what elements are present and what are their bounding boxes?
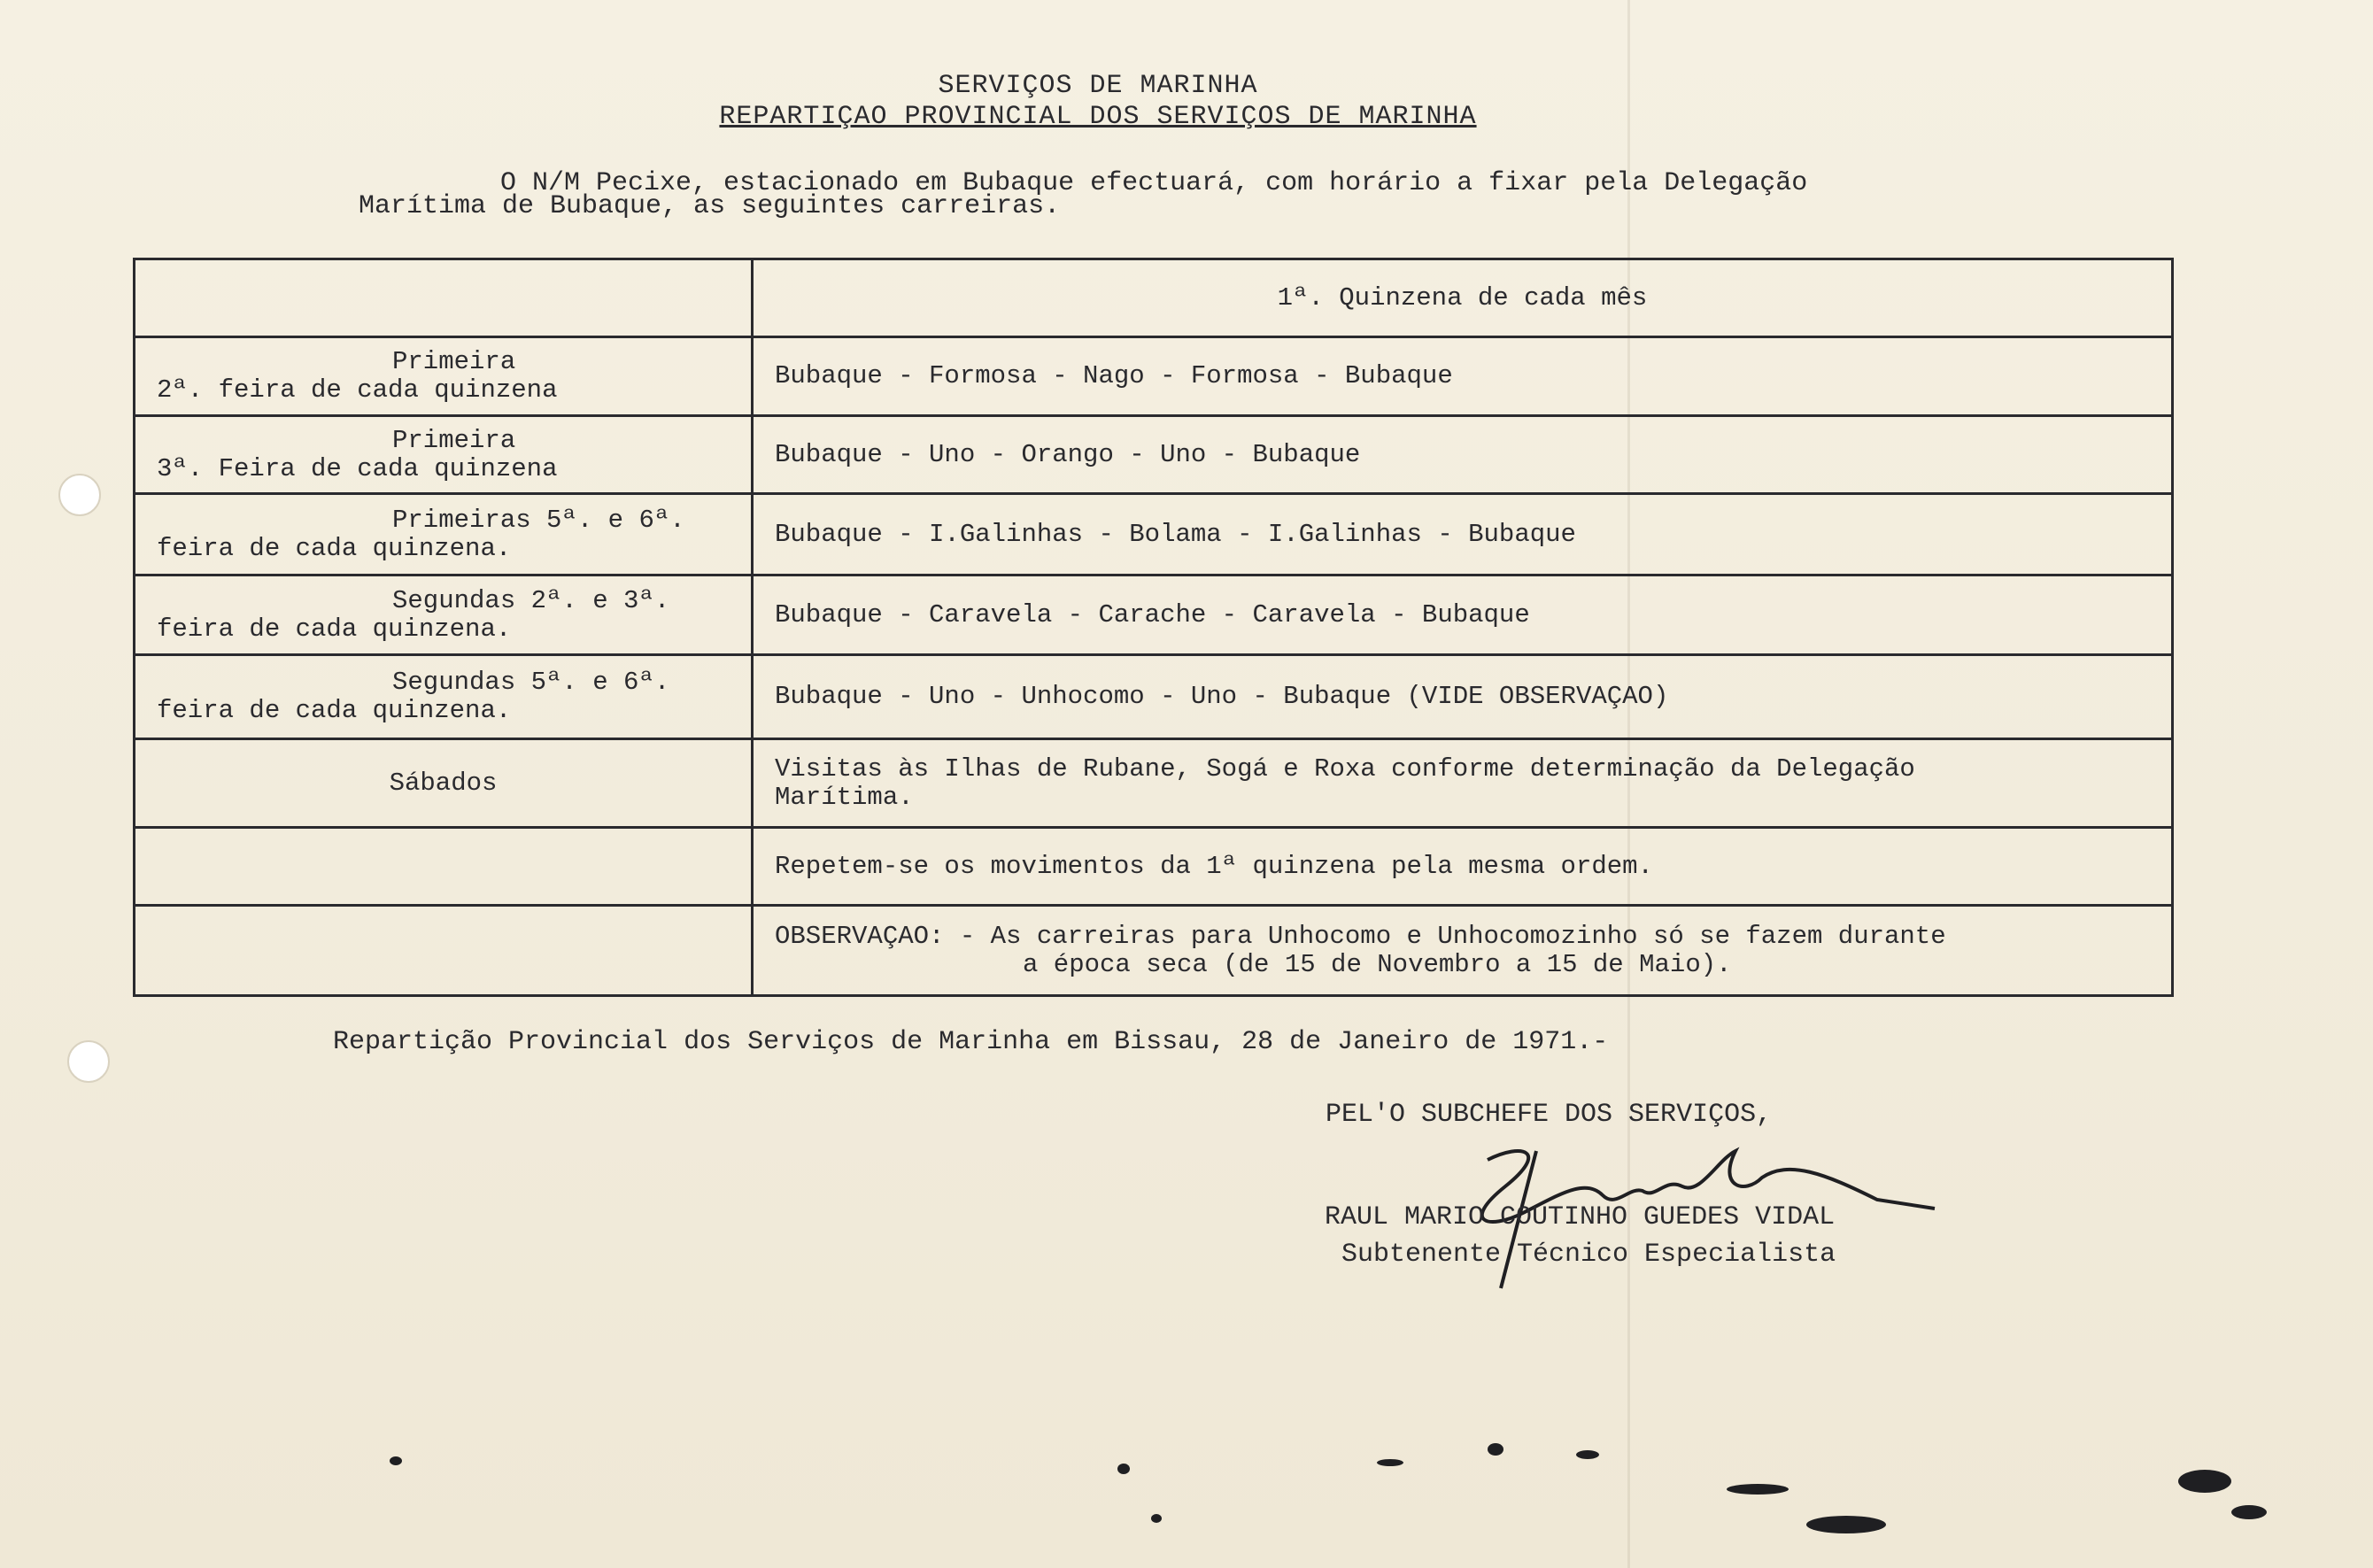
empty-cell (135, 828, 753, 906)
place-date: Repartição Provincial dos Serviços de Marinha em Bissau, 28 de Janeiro de 1971.- (333, 1027, 1609, 1057)
table-row (135, 494, 2173, 575)
ink-speck (1576, 1450, 1599, 1459)
saturday-route-line-1: Visitas às Ilhas de Rubane, Sogá e Roxa conforme determinação da Delegação (775, 753, 1915, 784)
day-line-1: Primeira (392, 347, 516, 376)
ink-speck (2231, 1505, 2267, 1519)
empty-cell (135, 906, 753, 996)
table-row (135, 655, 2173, 739)
route-cell: Bubaque - I.Galinhas - Bolama - I.Galinhas - Bubaque (753, 494, 2173, 575)
day-line-2: feira de cada quinzena. (157, 696, 512, 725)
day-cell (135, 494, 753, 575)
table-row (135, 906, 2173, 996)
table-row (135, 575, 2173, 655)
table-row (135, 416, 2173, 494)
day-cell (135, 416, 753, 494)
header-subtitle: REPARTIÇAO PROVINCIAL DOS SERVIÇOS DE MARINHA (719, 102, 1477, 132)
ink-speck (2178, 1470, 2231, 1493)
ink-speck (1117, 1464, 1130, 1474)
punch-hole (58, 474, 101, 516)
intro-line-1: O N/M Pecixe, estacionado em Bubaque efectuará, com horário a fixar pela Delegação (500, 168, 1808, 198)
day-line-1: Primeira (392, 425, 516, 455)
route-cell: Bubaque - Uno - Orango - Uno - Bubaque (753, 416, 2173, 494)
ink-speck (1806, 1516, 1886, 1533)
header-title: SERVIÇOS DE MARINHA (938, 71, 1258, 101)
schedule-table (133, 258, 2174, 997)
day-line-1: Segundas 5ª. e 6ª. (392, 668, 670, 697)
punch-hole (67, 1040, 110, 1083)
intro-line-2: Marítima de Bubaque, as seguintes carreiras. (359, 191, 1061, 221)
day-line-2: 3ª. Feira de cada quinzena (157, 453, 558, 483)
day-line-2: 2ª. feira de cada quinzena (157, 375, 558, 405)
observation-line-1: OBSERVAÇAO: - As carreiras para Unhocomo e Unhocomozinho só se fazem durante (775, 921, 1946, 951)
route-cell: Bubaque - Formosa - Nago - Formosa - Bubaque (753, 337, 2173, 416)
table-header-row (135, 259, 2173, 337)
ink-speck (1727, 1484, 1789, 1495)
ink-speck (1488, 1443, 1503, 1456)
saturday-route-line-2: Marítima. (775, 782, 914, 812)
day-line-1: Segundas 2ª. e 3ª. (392, 585, 670, 615)
table-row (135, 828, 2173, 906)
signer-name: RAUL MARIO COUTINHO GUEDES VIDAL (1325, 1202, 1836, 1232)
saturday-cell: Sábados (135, 739, 753, 828)
day-cell (135, 575, 753, 655)
route-cell: Bubaque - Uno - Unhocomo - Uno - Bubaque (VIDE OBSERVAÇAO) (753, 655, 2173, 739)
day-line-1: Primeiras 5ª. e 6ª. (392, 505, 685, 535)
route-cell (753, 739, 2173, 828)
on-behalf-line: PEL'O SUBCHEFE DOS SERVIÇOS, (1326, 1100, 1773, 1130)
repeat-note: Repetem-se os movimentos da 1ª quinzena pela mesma ordem. (753, 828, 2173, 906)
observation-cell (753, 906, 2173, 996)
day-line-2: feira de cada quinzena. (157, 533, 512, 563)
table-row (135, 739, 2173, 828)
empty-cell (135, 259, 753, 337)
table-row (135, 337, 2173, 416)
route-cell: Bubaque - Caravela - Carache - Caravela - Bubaque (753, 575, 2173, 655)
signer-title: Subtenente Técnico Especialista (1341, 1240, 1836, 1270)
ink-speck (1151, 1514, 1162, 1523)
fortnight-header: 1ª. Quinzena de cada mês (753, 259, 2173, 337)
ink-speck (390, 1456, 402, 1465)
observation-line-2: a época seca (de 15 de Novembro a 15 de Maio). (1023, 949, 1732, 979)
day-cell (135, 655, 753, 739)
day-cell (135, 337, 753, 416)
ink-speck (1377, 1459, 1403, 1466)
day-line-2: feira de cada quinzena. (157, 614, 512, 644)
